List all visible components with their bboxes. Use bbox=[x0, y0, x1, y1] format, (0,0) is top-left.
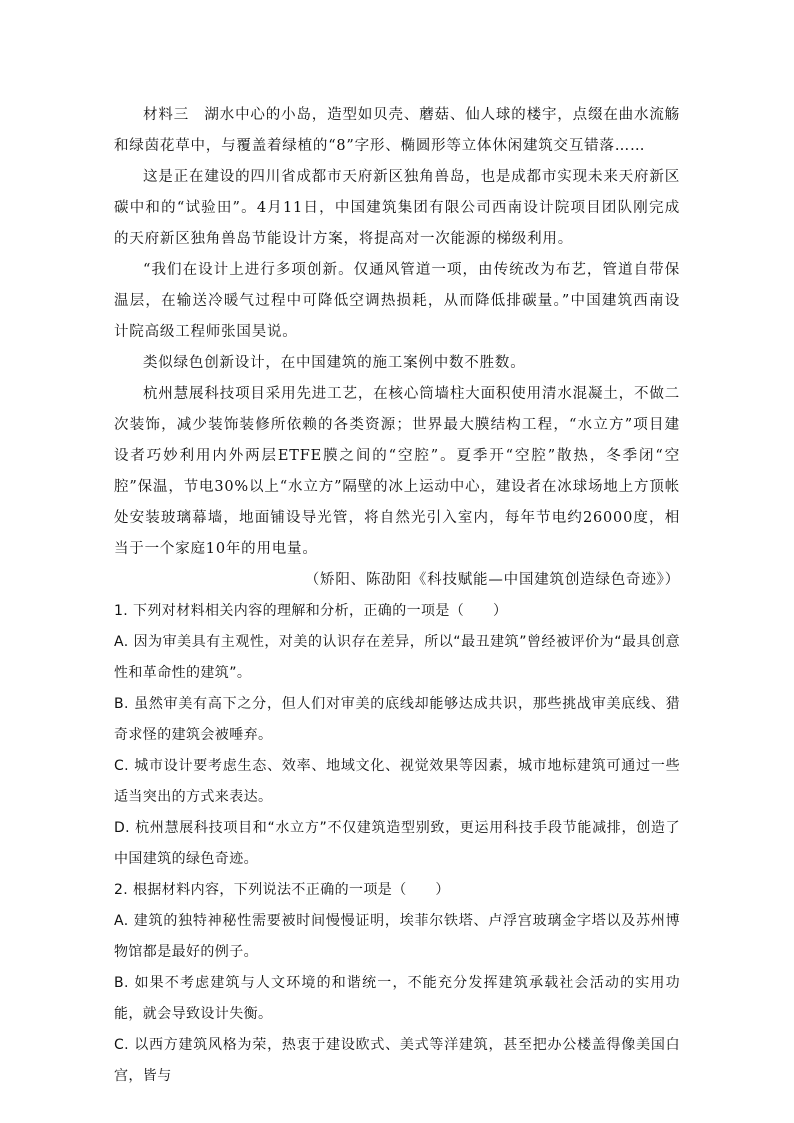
material-three-paragraph-3: “我们在设计上进行多项创新。仅通风管道一项，由传统改为布艺，管道自带保温层，在输送冷暖气过程中可降低空调热损耗，从而降低排碳量。”中国建筑西南设计院高级工程师张国昊说。 bbox=[114, 262, 680, 340]
question-1-option-d: D. 杭州慧展科技项目和“水立方”不仅建筑造型别致，更运用科技手段节能减排，创造了中国建筑的绿色奇迹。 bbox=[114, 820, 680, 867]
material-three-paragraph-5: 杭州慧展科技项目采用先进工艺，在核心筒墙柱大面积使用清水混凝土，不做二次装饰，减少装饰装修所依赖的各类资源；世界最大膜结构工程，“水立方”项目建设者巧妙利用内外两层ETFE膜之间的“空腔”。夏季开“空腔”散热，冬季闭“空腔”保温，节电30%以上“水立方”隔壁的冰上运动中心，建设者在冰球场地上方顶帐处安装玻璃幕墙，地面铺设导光管，将自然光引入室内，每年节电约26000度，相当于一个家庭10年的用电量。 bbox=[114, 386, 680, 557]
question-2 bbox=[114, 875, 680, 1092]
question-1 bbox=[114, 596, 680, 875]
question-1-option-c: C. 城市设计要考虑生态、效率、地域文化、视觉效果等因素，城市地标建筑可通过一些适当突出的方式来表达。 bbox=[114, 758, 680, 805]
material-three-paragraph-2: 这是正在建设的四川省成都市天府新区独角兽岛，也是成都市实现未来天府新区碳中和的“试验田”。4月11日，中国建筑集团有限公司西南设计院项目团队刚完成的天府新区独角兽岛节能设计方案，将提高对一次能源的梯级利用。 bbox=[114, 169, 680, 247]
material-three-paragraph-1: 材料三 湖水中心的小岛，造型如贝壳、蘑菇、仙人球的楼宇，点缀在曲水流觞和绿茵花草中，与覆盖着绿植的“8”字形、椭圆形等立体休闲建筑交互错落…… bbox=[114, 107, 680, 154]
question-1-option-b: B. 虽然审美有高下之分，但人们对审美的底线却能够达成共识，那些挑战审美底线、猎奇求怪的建筑会被唾弃。 bbox=[114, 696, 680, 743]
question-2-option-c: C. 以西方建筑风格为荣，热衷于建设欧式、美式等洋建筑，甚至把办公楼盖得像美国白宫，皆与 bbox=[114, 1037, 680, 1084]
question-1-stem: 1. 下列对材料相关内容的理解和分析，正确的一项是（ ） bbox=[114, 603, 508, 619]
material-three-paragraph-4: 类似绿色创新设计，在中国建筑的施工案例中数不胜数。 bbox=[143, 355, 526, 371]
question-2-option-b: B. 如果不考虑建筑与人文环境的和谐统一，不能充分发挥建筑承载社会活动的实用功能，就会导致设计失衡。 bbox=[114, 975, 680, 1022]
question-1-option-a: A. 因为审美具有主观性，对美的认识存在差异，所以“最丑建筑”曾经被评价为“最具创意性和革命性的建筑”。 bbox=[114, 634, 680, 681]
question-2-option-a: A. 建筑的独特神秘性需要被时间慢慢证明，埃菲尔铁塔、卢浮宫玻璃金字塔以及苏州博物馆都是最好的例子。 bbox=[114, 913, 680, 960]
page-content bbox=[114, 100, 680, 1092]
material-three-citation: （矫阳、陈劭阳《科技赋能—中国建筑创造绿色奇迹》） bbox=[304, 572, 680, 588]
question-2-stem: 2. 根据材料内容，下列说法不正确的一项是（ ） bbox=[114, 882, 450, 898]
